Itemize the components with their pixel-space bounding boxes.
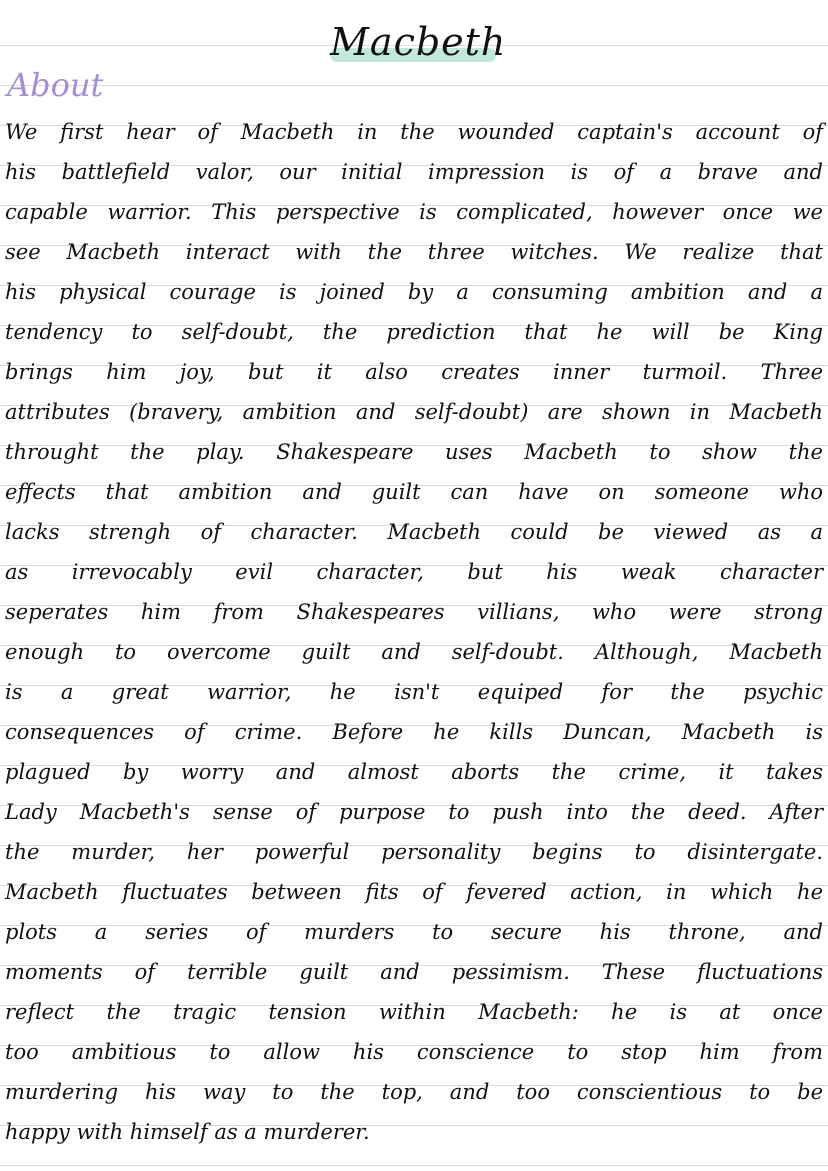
text-line: murdering his way to the top, and too conscientious to be <box>5 1080 823 1104</box>
text-line: lacks strengh of character. Macbeth could be viewed as a <box>5 520 823 544</box>
text-line: capable warrior. This perspective is complicated, however once we <box>5 200 823 224</box>
title-block <box>330 18 507 74</box>
text-line: enough to overcome guilt and self-doubt. Although, Macbeth <box>5 640 823 664</box>
text-line: as irrevocably evil character, but his weak character <box>5 560 823 584</box>
text-line: consequences of crime. Before he kills Duncan, Macbeth is <box>5 720 823 744</box>
text-line: reflect the tragic tension within Macbeth: he is at once <box>5 1000 823 1024</box>
text-line: plagued by worry and almost aborts the crime, it takes <box>5 760 823 784</box>
text-line: effects that ambition and guilt can have on someone who <box>5 480 823 504</box>
handwritten-paragraph <box>5 112 823 1152</box>
section-heading: About <box>7 66 104 104</box>
text-line: We first hear of Macbeth in the wounded captain's account of <box>5 120 823 144</box>
text-line: his physical courage is joined by a consuming ambition and a <box>5 280 823 304</box>
text-line: attributes (bravery, ambition and self-doubt) are shown in Macbeth <box>5 400 823 424</box>
text-line: plots a series of murders to secure his throne, and <box>5 920 823 944</box>
text-line: is a great warrior, he isn't equiped for the psychic <box>5 680 823 704</box>
text-line: moments of terrible guilt and pessimism. These fluctuations <box>5 960 823 984</box>
text-line: see Macbeth interact with the three witches. We realize that <box>5 240 823 264</box>
page-title: Macbeth <box>330 20 507 64</box>
text-line: seperates him from Shakespeares villians, who were strong <box>5 600 823 624</box>
text-line: his battlefield valor, our initial impression is of a brave and <box>5 160 823 184</box>
text-line: Lady Macbeth's sense of purpose to push into the deed. After <box>5 800 823 824</box>
text-line: Macbeth fluctuates between fits of fevered action, in which he <box>5 880 823 904</box>
text-line: brings him joy, but it also creates inner turmoil. Three <box>5 360 823 384</box>
text-line: throught the play. Shakespeare uses Macbeth to show the <box>5 440 823 464</box>
text-line: tendency to self-doubt, the prediction that he will be King <box>5 320 823 344</box>
text-line: too ambitious to allow his conscience to stop him from <box>5 1040 823 1064</box>
text-line: happy with himself as a murderer. <box>5 1120 370 1144</box>
text-line: the murder, her powerful personality begins to disintergate. <box>5 840 823 864</box>
